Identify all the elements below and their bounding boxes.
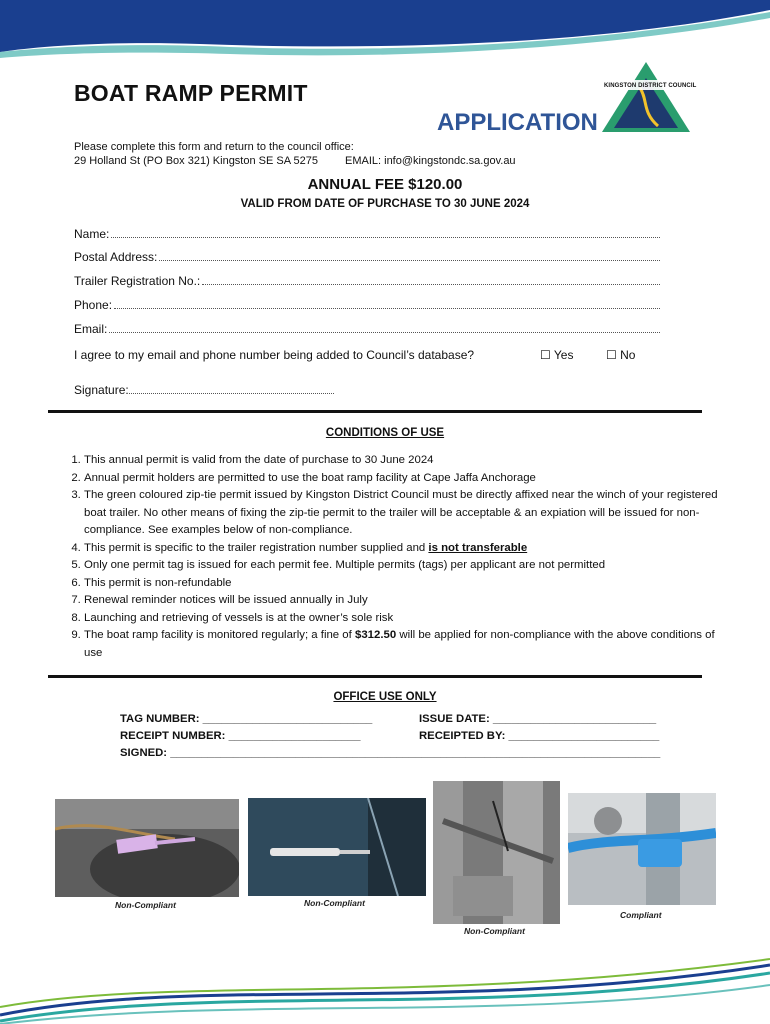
phone-line[interactable] — [114, 307, 660, 309]
example-caption-3: Non-Compliant — [464, 926, 525, 936]
condition-text: This permit is specific to the trailer registration number supplied and — [84, 541, 426, 554]
condition-item: 6. This permit is non-refundable — [84, 575, 729, 593]
condition-item: 8. Launching and retrieving of vessels is at the owner’s sole risk — [84, 610, 729, 628]
phone-field[interactable] — [74, 298, 660, 312]
issue-date-field[interactable]: ISSUE DATE: __________________________ — [419, 713, 657, 725]
logo-text: KINGSTON DISTRICT COUNCIL — [604, 83, 697, 89]
example-caption-2: Non-Compliant — [304, 898, 365, 908]
example-photo-3 — [433, 781, 560, 924]
name-line[interactable] — [111, 236, 660, 238]
page-title: BOAT RAMP PERMIT — [74, 80, 308, 106]
example-photo-4 — [568, 793, 716, 905]
condition-item: 5. Only one permit tag is issued for each permit fee. Multiple permits (tags) per applicant are not permitted — [84, 557, 729, 575]
postal-address-label: Postal Address: — [74, 250, 158, 264]
divider — [48, 410, 702, 413]
condition-item: 7. Renewal reminder notices will be issued annually in July — [84, 592, 729, 610]
example-caption-4: Compliant — [620, 910, 662, 920]
consent-no-checkbox[interactable]: ☐ No — [606, 348, 636, 362]
annual-fee: ANNUAL FEE $120.00 — [307, 176, 463, 193]
signature-field[interactable] — [74, 383, 334, 397]
signature-label: Signature: — [74, 383, 129, 397]
fine-amount: $312.50 — [354, 629, 397, 641]
condition-item: 1. This annual permit is valid from the date of purchase to 30 June 2024 — [84, 452, 729, 470]
name-label: Name: — [74, 227, 110, 241]
phone-label: Phone: — [74, 298, 113, 312]
postal-address-field[interactable] — [74, 250, 660, 264]
conditions-heading: CONDITIONS OF USE — [325, 427, 445, 439]
example-caption-1: Non-Compliant — [115, 900, 176, 910]
tag-number-field[interactable]: TAG NUMBER: ___________________________ — [120, 713, 373, 725]
council-email: EMAIL: info@kingstondc.sa.gov.au — [345, 155, 516, 167]
email-label: Email: — [74, 322, 108, 336]
trailer-registration-label: Trailer Registration No.: — [74, 274, 201, 288]
not-transferable-emphasis: is not transferable — [428, 541, 528, 554]
office-use-heading: OFFICE USE ONLY — [333, 691, 437, 703]
condition-text: The boat ramp facility is monitored regularly; a fine of — [84, 629, 352, 641]
receipted-by-field[interactable]: RECEIPTED BY: ________________________ — [419, 730, 660, 742]
email-field[interactable] — [74, 322, 660, 336]
validity-text: VALID FROM DATE OF PURCHASE TO 30 JUNE 2024 — [240, 198, 530, 210]
instructions-line: Please complete this form and return to the council office: — [74, 141, 354, 153]
email-line[interactable] — [109, 331, 660, 333]
example-photo-1 — [55, 799, 239, 897]
condition-item — [84, 627, 729, 662]
footer-wave — [0, 955, 770, 1024]
condition-text: will be applied for non-compliance with the above conditions of use — [84, 629, 715, 659]
consent-yes-checkbox[interactable]: ☐ Yes — [540, 348, 574, 362]
receipt-number-field[interactable]: RECEIPT NUMBER: _____________________ — [120, 730, 361, 742]
conditions-list — [66, 452, 729, 662]
signed-field[interactable]: SIGNED: ______________________________________________________________________________ — [120, 747, 661, 759]
trailer-registration-line[interactable] — [202, 283, 660, 285]
condition-item: 3. The green coloured zip-tie permit issued by Kingston District Council must be directly affixed near the winch of your registered boat trailer. No other means of fixing the zip-tie permit to the trailer will be acceptable & an expiation will be issued for non-compliance. See examples below of non-compliance. — [84, 487, 729, 540]
council-address: 29 Holland St (PO Box 321) Kingston SE SA 5275 — [74, 155, 318, 167]
condition-item: 2. Annual permit holders are permitted to use the boat ramp facility at Cape Jaffa Anchorage — [84, 470, 729, 488]
trailer-registration-field[interactable] — [74, 274, 660, 288]
consent-question: I agree to my email and phone number being added to Council’s database? — [74, 348, 475, 362]
signature-line[interactable] — [129, 393, 334, 394]
condition-item — [84, 540, 729, 558]
page-subtitle: APPLICATION — [437, 109, 598, 136]
postal-address-line[interactable] — [159, 259, 660, 261]
example-photo-2 — [248, 798, 426, 896]
name-field[interactable] — [74, 227, 660, 241]
divider — [48, 675, 702, 678]
council-logo — [600, 60, 692, 138]
